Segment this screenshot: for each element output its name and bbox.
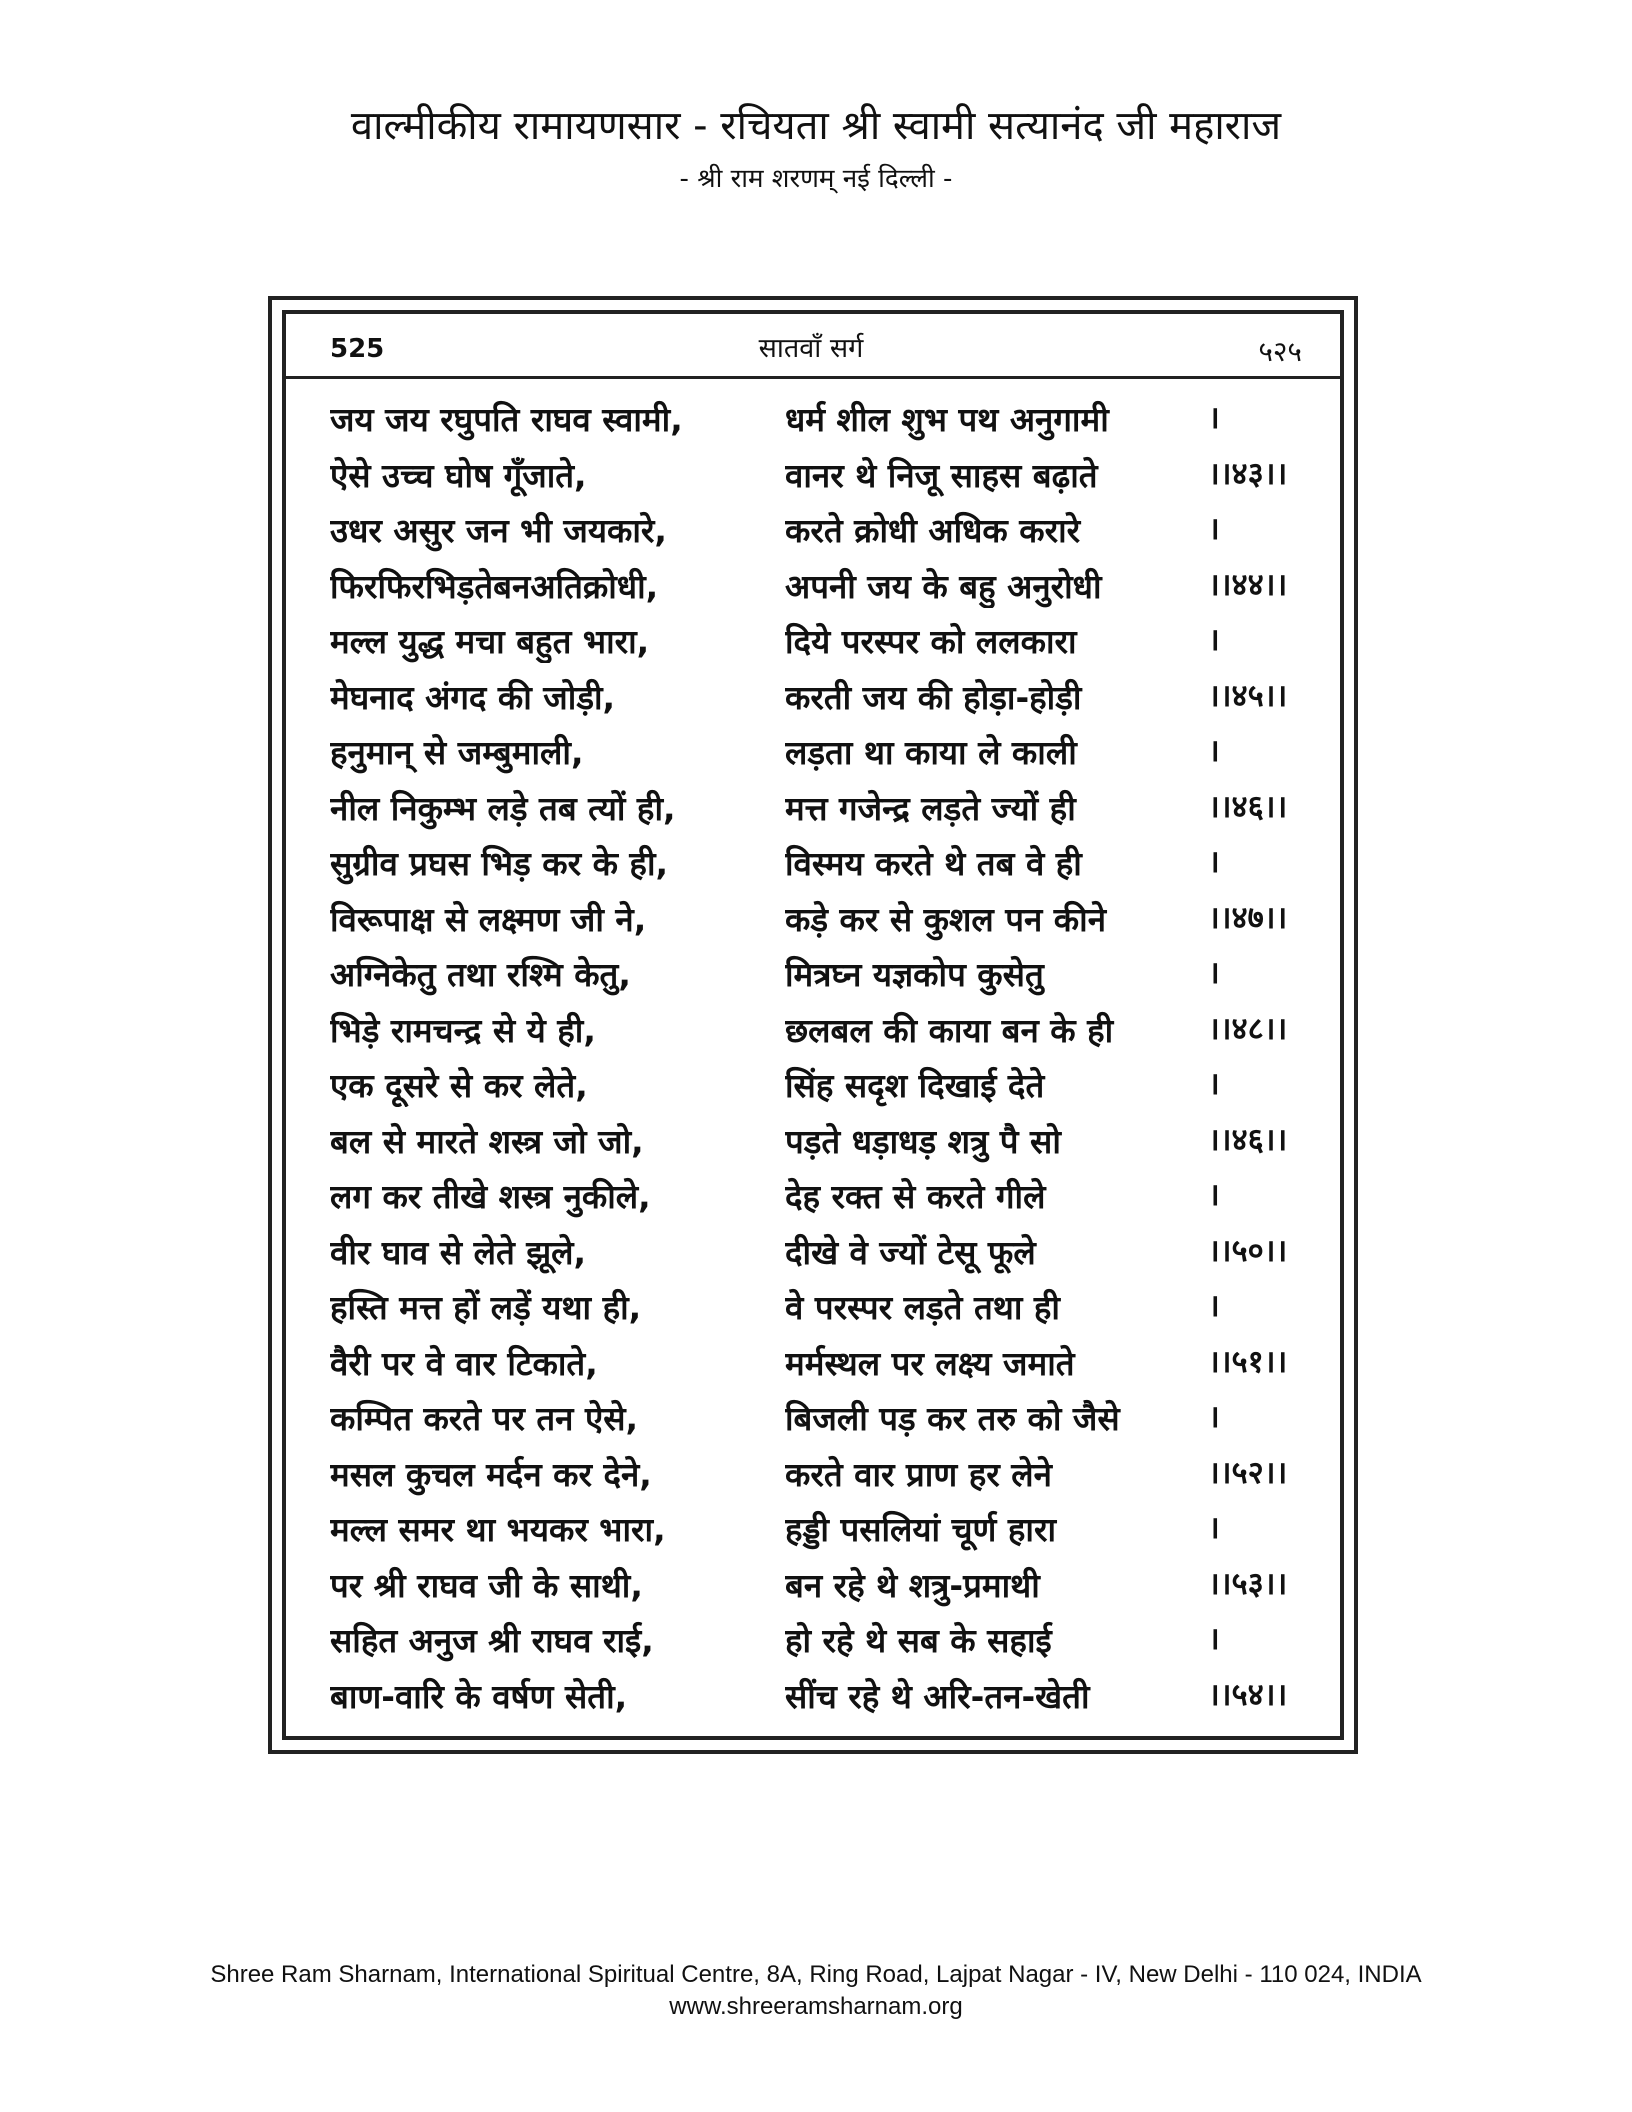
verse-number-mark: । — [1208, 1621, 1220, 1657]
verse-number-mark: । — [1208, 400, 1220, 436]
verse-number-mark: । — [1208, 1399, 1220, 1435]
verse-line — [330, 1276, 1318, 1332]
verse-first-half: सुग्रीव प्रघस भिड़ कर के ही, — [330, 844, 669, 883]
verse-first-half: हस्ति मत्त हों लड़ें यथा ही, — [330, 1288, 642, 1327]
verse-line — [330, 1609, 1318, 1665]
page-number-arabic: 525 — [330, 334, 385, 364]
verse-line — [330, 832, 1318, 888]
verse-second-half: धर्म शील शुभ पथ अनुगामी — [785, 400, 1109, 439]
verse-number-mark: ।।४६।। — [1208, 788, 1288, 825]
verse-line — [330, 943, 1318, 999]
verse-first-half: मसल कुचल मर्दन कर देने, — [330, 1454, 652, 1494]
page-frame-inner — [282, 310, 1344, 1740]
verse-number-mark: । — [1208, 1510, 1220, 1546]
verse-second-half: हो रहे थे सब के सहाई — [785, 1621, 1052, 1660]
verse-line — [330, 1498, 1318, 1554]
verse-number-mark: ।।५३।। — [1208, 1565, 1288, 1602]
verse-first-half: भिड़े रामचन्द्र से ये ही, — [330, 1010, 596, 1050]
verse-number-mark: । — [1208, 844, 1220, 880]
verse-line — [330, 721, 1318, 777]
header-divider — [286, 376, 1340, 379]
verse-line — [330, 666, 1318, 722]
verse-number-mark: । — [1208, 1177, 1220, 1213]
verse-second-half: अपनी जय के बहु अनुरोधी — [785, 566, 1102, 606]
verse-second-half: देह रक्त से करते गीले — [785, 1177, 1046, 1216]
verse-second-half: बिजली पड़ कर तरु को जैसे — [785, 1399, 1120, 1438]
verse-number-mark: ।।५०।। — [1208, 1232, 1288, 1269]
verse-first-half: मेघनाद अंगद की जोड़ी, — [330, 677, 616, 717]
verse-first-half: कम्पित करते पर तन ऐसे, — [330, 1399, 639, 1438]
verse-line — [330, 999, 1318, 1055]
verse-line — [330, 1443, 1318, 1499]
verse-first-half: फिरफिरभिड़तेबनअतिक्रोधी, — [330, 566, 659, 606]
verse-number-mark: । — [1208, 1066, 1220, 1102]
page-frame — [268, 296, 1358, 1754]
verse-line — [330, 1332, 1318, 1388]
verse-list — [330, 388, 1318, 1720]
verse-first-half: एक दूसरे से कर लेते, — [330, 1066, 588, 1105]
chapter-heading: सातवाँ सर्ग — [758, 333, 864, 364]
verse-first-half: जय जय रघुपति राघव स्वामी, — [330, 400, 683, 439]
verse-second-half: बन रहे थे शत्रु-प्रमाथी — [785, 1565, 1040, 1605]
verse-first-half: वैरी पर वे वार टिकाते, — [330, 1343, 598, 1383]
verse-second-half: विस्मय करते थे तब वे ही — [785, 844, 1082, 883]
verse-line — [330, 444, 1318, 500]
verse-second-half: दिये परस्पर को ललकारा — [785, 622, 1077, 661]
verse-line — [330, 1054, 1318, 1110]
verse-number-mark: । — [1208, 622, 1220, 658]
verse-number-mark: ।।४३।। — [1208, 455, 1288, 492]
verse-number-mark: । — [1208, 1288, 1220, 1324]
footer-address: Shree Ram Sharnam, International Spiritual Centre, 8A, Ring Road, Lajpat Nagar - IV, New Delhi - 110 024, INDIA — [210, 1961, 1422, 1988]
verse-first-half: बाण-वारि के वर्षण सेती, — [330, 1676, 628, 1716]
verse-first-half: पर श्री राघव जी के साथी, — [330, 1565, 643, 1605]
verse-second-half: वानर थे निजू साहस बढ़ाते — [785, 455, 1098, 495]
verse-number-mark: ।।४७।। — [1208, 899, 1288, 936]
verse-first-half: नील निकुम्भ लड़े तब त्यों ही, — [330, 788, 676, 828]
footer-website: www.shreeramsharnam.org — [669, 1993, 963, 2020]
verse-second-half: दीखे वे ज्यों टेसू फूले — [785, 1232, 1036, 1272]
verse-second-half: छलबल की काया बन के ही — [785, 1010, 1114, 1050]
verse-second-half: करती जय की होड़ा-होड़ी — [785, 677, 1082, 717]
verse-first-half: हनुमान् से जम्बुमाली, — [330, 733, 584, 772]
verse-line — [330, 1665, 1318, 1721]
verse-second-half: सिंह सदृश दिखाई देते — [785, 1066, 1045, 1105]
verse-number-mark: । — [1208, 511, 1220, 547]
verse-number-mark: ।।५४।। — [1208, 1676, 1288, 1713]
verse-second-half: वे परस्पर लड़ते तथा ही — [785, 1288, 1060, 1327]
verse-number-mark: ।।५१।। — [1208, 1343, 1288, 1380]
verse-line — [330, 499, 1318, 555]
verse-line — [330, 1387, 1318, 1443]
verse-second-half: लड़ता था काया ले काली — [785, 733, 1077, 772]
verse-line — [330, 555, 1318, 611]
verse-number-mark: । — [1208, 955, 1220, 991]
verse-second-half: मित्रघ्न यज्ञकोप कुसेतु — [785, 955, 1044, 994]
verse-number-mark: । — [1208, 733, 1220, 769]
verse-line — [330, 610, 1318, 666]
verse-line — [330, 888, 1318, 944]
verse-line — [330, 1165, 1318, 1221]
verse-second-half: कड़े कर से कुशल पन कीने — [785, 899, 1107, 939]
verse-first-half: बल से मारते शस्त्र जो जो, — [330, 1121, 644, 1161]
verse-line — [330, 1554, 1318, 1610]
verse-line — [330, 1110, 1318, 1166]
verse-second-half: करते क्रोधी अधिक करारे — [785, 511, 1081, 550]
verse-second-half: करते वार प्राण हर लेने — [785, 1454, 1052, 1494]
verse-line — [330, 777, 1318, 833]
verse-first-half: मल्ल समर था भयकर भारा, — [330, 1510, 666, 1549]
verse-second-half: सींच रहे थे अरि-तन-खेती — [785, 1676, 1090, 1716]
verse-second-half: मत्त गजेन्द्र लड़ते ज्यों ही — [785, 788, 1076, 828]
verse-first-half: मल्ल युद्ध मचा बहुत भारा, — [330, 622, 650, 661]
document-subtitle: - श्री राम शरणम् नई दिल्ली - — [679, 164, 953, 194]
verse-number-mark: ।।४५।। — [1208, 677, 1288, 714]
verse-number-mark: ।।४८।। — [1208, 1010, 1288, 1047]
verse-first-half: सहित अनुज श्री राघव राई, — [330, 1621, 654, 1660]
verse-number-mark: ।।४६।। — [1208, 1121, 1288, 1158]
verse-first-half: ऐसे उच्च घोष गूँजाते, — [330, 455, 587, 495]
document-title: वाल्मीकीय रामायणसार - रचियता श्री स्वामी सत्यानंद जी महाराज — [350, 103, 1282, 149]
verse-number-mark: ।।४४।। — [1208, 566, 1288, 603]
page-header — [308, 328, 1314, 370]
verse-first-half: अग्निकेतु तथा रश्मि केतु, — [330, 955, 631, 994]
verse-second-half: मर्मस्थल पर लक्ष्य जमाते — [785, 1343, 1075, 1383]
verse-second-half: हड्डी पसलियां चूर्ण हारा — [785, 1510, 1057, 1549]
page-number-devanagari: ५२५ — [1258, 335, 1302, 368]
verse-second-half: पड़ते धड़ाधड़ शत्रु पै सो — [785, 1121, 1061, 1161]
verse-first-half: लग कर तीखे शस्त्र नुकीले, — [330, 1177, 651, 1216]
verse-line — [330, 1221, 1318, 1277]
verse-line — [330, 388, 1318, 444]
verse-first-half: उधर असुर जन भी जयकारे, — [330, 511, 667, 550]
verse-number-mark: ।।५२।। — [1208, 1454, 1288, 1491]
verse-first-half: वीर घाव से लेते झूले, — [330, 1232, 587, 1272]
verse-first-half: विरूपाक्ष से लक्ष्मण जी ने, — [330, 899, 647, 939]
